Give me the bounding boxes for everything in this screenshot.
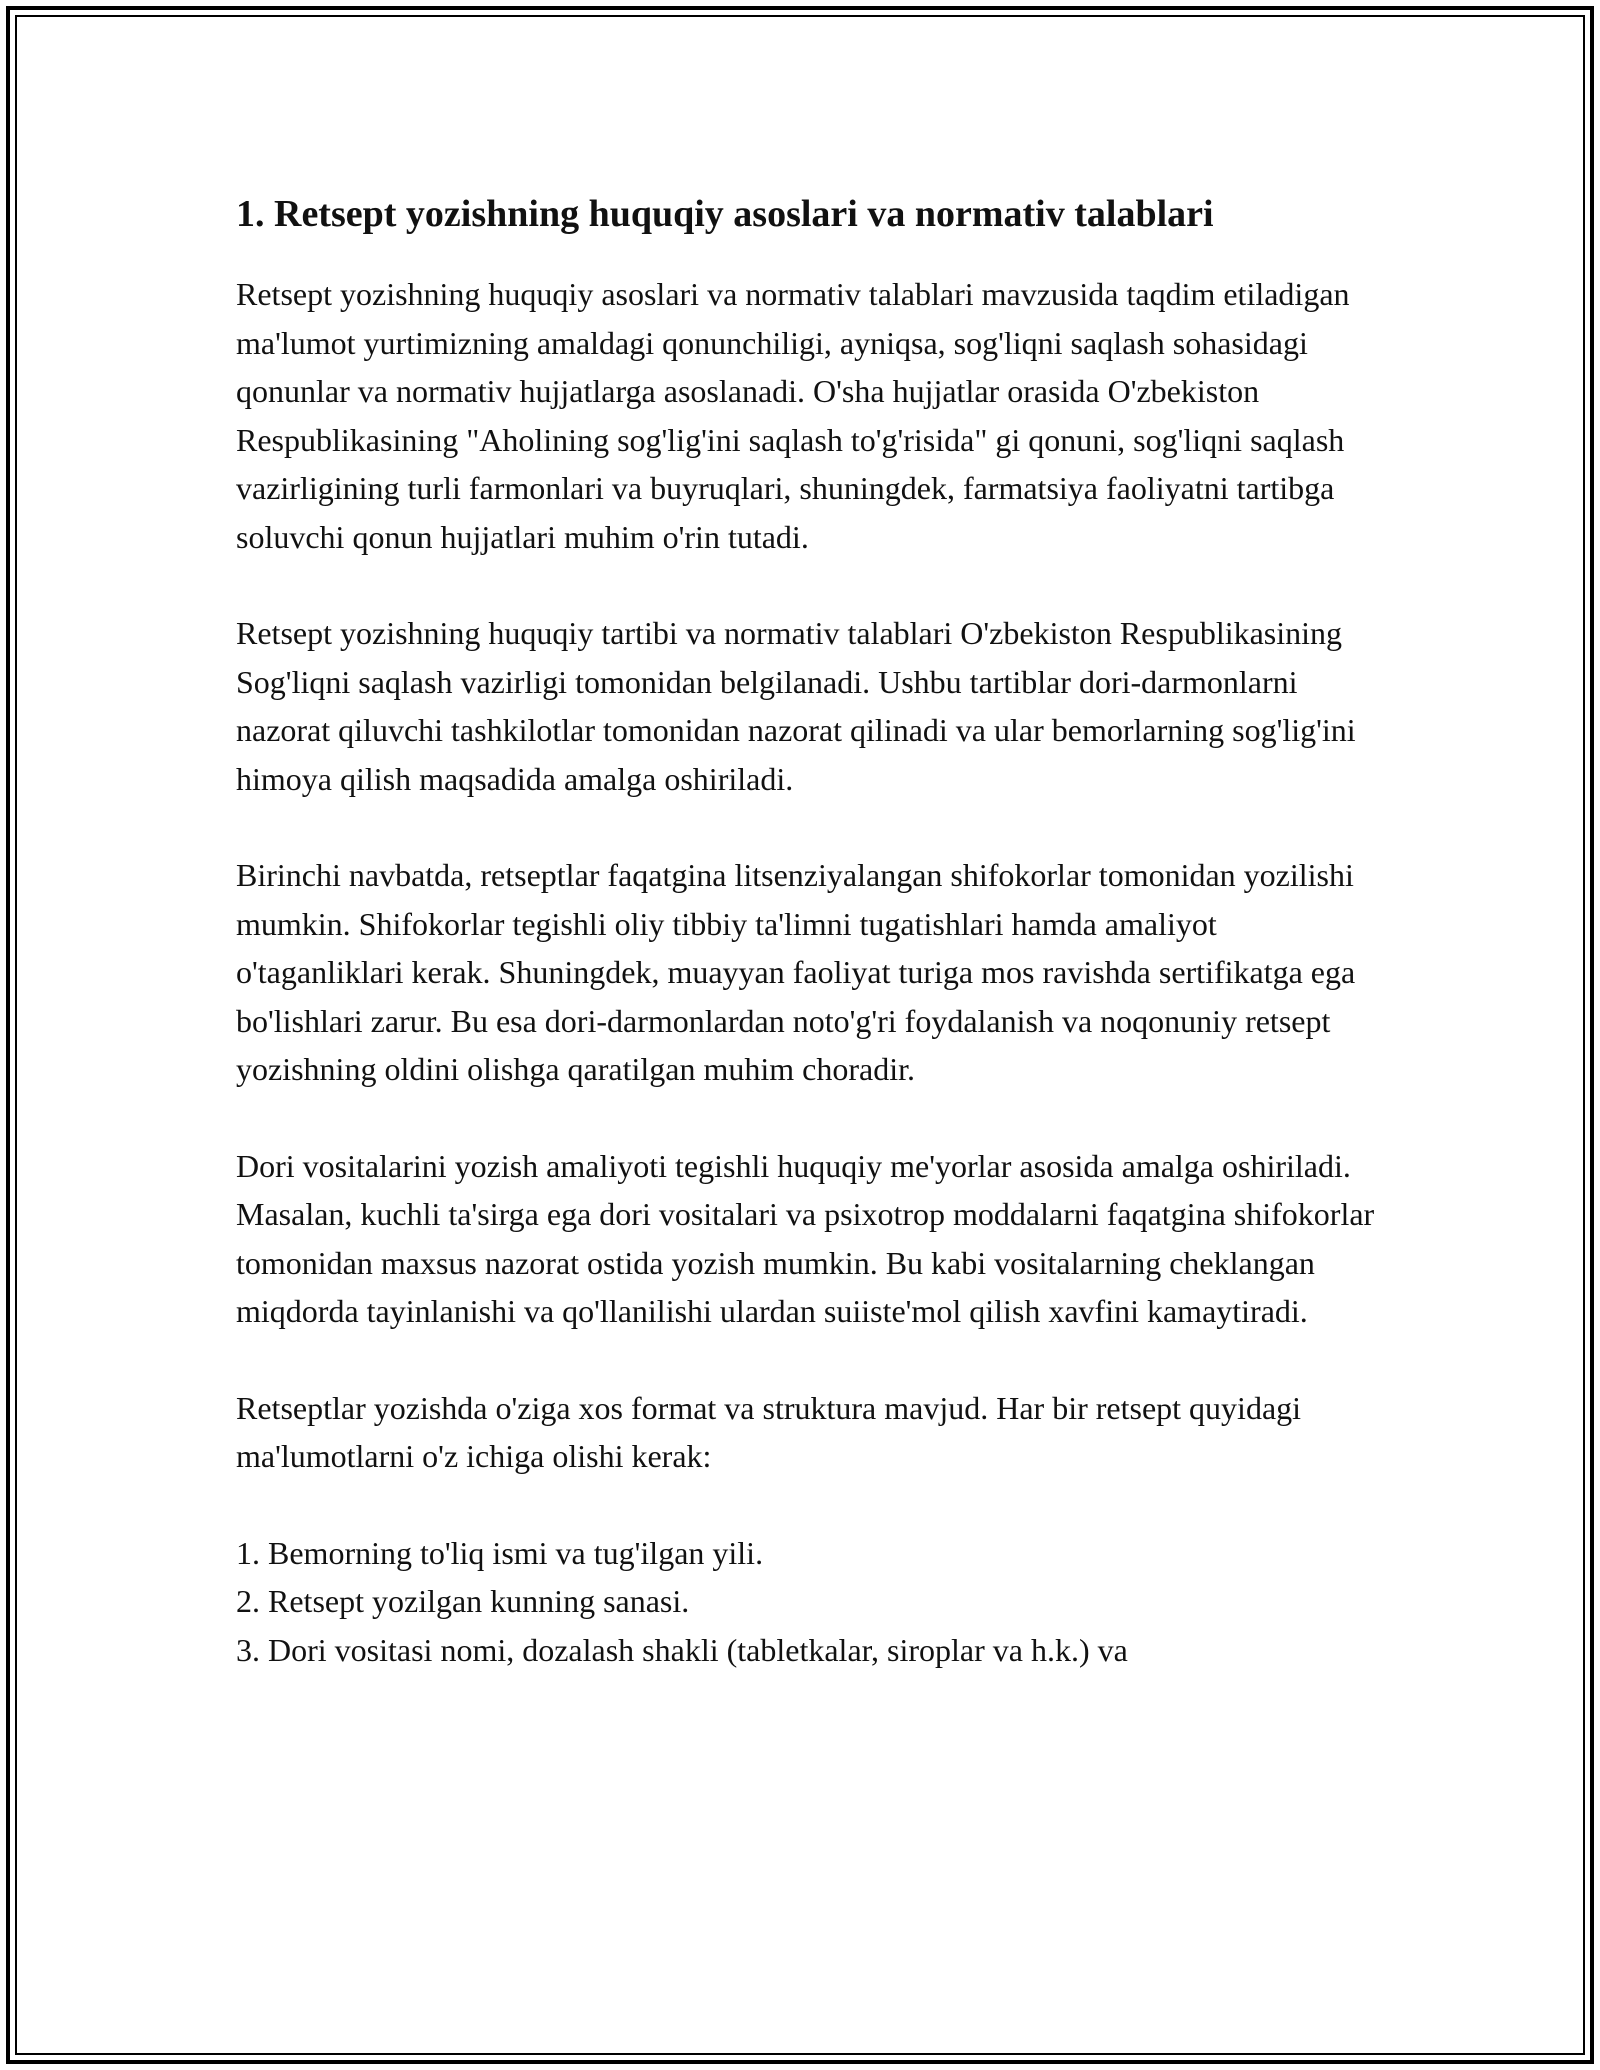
paragraph-procedure: Retsept yozishning huquqiy tartibi va normativ talablari O'zbekiston Respublikasining Sog'liqni saqlash vazirligi tomonidan belgilanadi. Ushbu tartiblar dori-darmonlarni nazorat qiluvchi tashkilotlar tomonidan nazorat qilinadi va ular bemorlarning sog'lig'ini himoya qilish maqsadida amalga oshiriladi. xyxy=(236,615,1356,797)
paragraph-format: Retseptlar yozishda o'ziga xos format va struktura mavjud. Har bir retsept quyidagi ma'lumotlarni o'z ichiga olishi kerak: xyxy=(236,1389,1302,1474)
list-item: 1. Bemorning to'liq ismi va tug'ilgan yili. xyxy=(236,1534,764,1571)
paragraph-legal-norms: Dori vositalarini yozish amaliyoti tegishli huquqiy me'yorlar asosida amalga oshiriladi. Masalan, kuchli ta'sirga ega dori vositalari va psixotrop moddalarni faqatgina shifokorlar tomonidan maxsus nazorat ostida yozish mumkin. Bu kabi vositalarning cheklangan miqdorda tayinlanishi va qo'llanilishi ulardan suiiste'mol qilish xavfini kamaytiradi. xyxy=(236,1147,1375,1329)
list-item: 3. Dori vositasi nomi, dozalash shakli (tabletkalar, siroplar va h.k.) va xyxy=(236,1631,1128,1668)
document-body xyxy=(236,186,1376,1674)
paragraph-legal-basis: Retsept yozishning huquqiy asoslari va normativ talablari mavzusida taqdim etiladigan ma'lumot yurtimizning amaldagi qonunchiligi, ayniqsa, sog'liqni saqlash sohasidagi qonunlar va normativ hujjatlarga asoslanadi. O'sha hujjatlar orasida O'zbekiston Respublikasining "Aholining sog'lig'ini saqlash to'g'risida" gi qonuni, sog'liqni saqlash vazirligining turli farmonlari va buyruqlari, shuningdek, farmatsiya faoliyatni tartibga soluvchi qonun hujjatlari muhim o'rin tutadi. xyxy=(236,276,1350,555)
paragraph-licensed-doctors: Birinchi navbatda, retseptlar faqatgina litsenziyalangan shifokorlar tomonidan yozilishi mumkin. Shifokorlar tegishli oliy tibbiy ta'limni tugatishlari hamda amaliyot o'taganliklari kerak. Shuningdek, muayyan faoliyat turiga mos ravishda sertifikatga ega bo'lishlari zarur. Bu esa dori-darmonlardan noto'g'ri foydalanish va noqonuniy retsept yozishning oldini olishga qaratilgan muhim choradir. xyxy=(236,857,1356,1087)
requirements-list xyxy=(236,1529,1376,1675)
list-item: 2. Retsept yozilgan kunning sanasi. xyxy=(236,1583,690,1619)
section-heading: 1. Retsept yozishning huquqiy asoslari va normativ talablari xyxy=(236,193,1214,235)
